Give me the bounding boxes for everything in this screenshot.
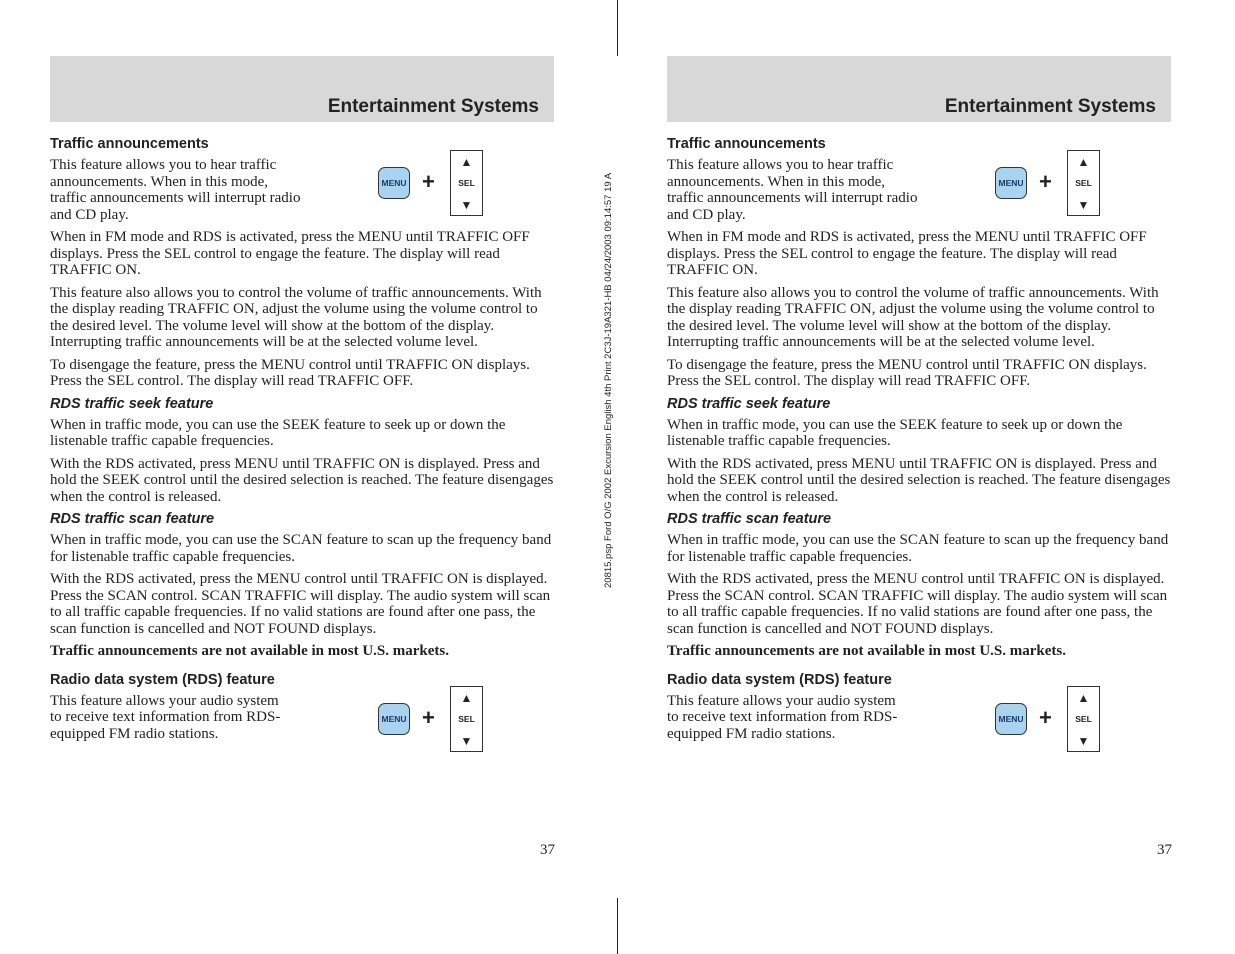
rds-seek-heading: RDS traffic seek feature <box>667 395 831 412</box>
up-arrow-icon: ▲ <box>1077 690 1090 705</box>
rds-feature-heading: Radio data system (RDS) feature <box>50 671 275 688</box>
crop-mark-top <box>617 0 618 56</box>
traffic-intro-text: This feature allows you to hear traffic announcements. When in this mode, traffic announcements will interrupt radio and CD play. <box>667 157 918 223</box>
scan-paragraph-1: When in traffic mode, you can use the SCAN feature to scan up the frequency band for listenable traffic capable frequencies. <box>50 532 552 565</box>
plus-icon: + <box>422 169 435 194</box>
page-number: 37 <box>540 842 555 858</box>
sel-control-icon <box>1067 150 1100 216</box>
seek-paragraph-1: When in traffic mode, you can use the SEEK feature to seek up or down the listenable traffic capable frequencies. <box>50 416 506 449</box>
traffic-paragraph-1: When in FM mode and RDS is activated, press the MENU until TRAFFIC OFF displays. Press the SEL control to engage the feature. The display will read TRAFFIC ON. <box>667 229 1147 278</box>
traffic-paragraph-3: To disengage the feature, press the MENU control until TRAFFIC ON displays. Press the SEL control. The display will read TRAFFIC OFF. <box>667 356 1147 389</box>
page-content <box>667 136 1172 748</box>
sel-label: SEL <box>458 178 475 188</box>
scan-paragraph-1: When in traffic mode, you can use the SCAN feature to scan up the frequency band for listenable traffic capable frequencies. <box>667 532 1169 565</box>
plus-icon: + <box>1039 704 1052 730</box>
down-arrow-icon: ▼ <box>460 733 473 748</box>
traffic-intro-block <box>50 157 555 223</box>
seek-paragraph-2: With the RDS activated, press MENU until TRAFFIC ON is displayed. Press and hold the SEEK control until the desired selection is reached. The feature disengages when the control is released. <box>50 455 554 505</box>
traffic-paragraph-2: This feature also allows you to control the volume of traffic announcements. With the display reading TRAFFIC ON, adjust the volume using the volume control to the desired level. The volume level will show at the bottom of the display. Interrupting traffic announcements will be at the selected volume level. <box>667 284 1159 350</box>
menu-sel-control-figure <box>378 686 488 752</box>
crop-mark-bottom <box>617 898 618 954</box>
menu-sel-control-figure <box>378 150 488 216</box>
traffic-announcements-heading: Traffic announcements <box>667 136 826 152</box>
up-arrow-icon: ▲ <box>1077 155 1090 169</box>
down-arrow-icon: ▼ <box>1077 198 1090 212</box>
rds-intro-block <box>667 690 1172 748</box>
up-arrow-icon: ▲ <box>460 690 473 705</box>
rds-seek-heading: RDS traffic seek feature <box>50 395 214 412</box>
page-content <box>50 136 555 748</box>
rds-intro-block <box>50 690 555 748</box>
rds-feature-heading: Radio data system (RDS) feature <box>667 671 892 688</box>
availability-notice: Traffic announcements are not available in most U.S. markets. <box>667 643 1067 659</box>
traffic-paragraph-1: When in FM mode and RDS is activated, press the MENU until TRAFFIC OFF displays. Press the SEL control to engage the feature. The display will read TRAFFIC ON. <box>50 229 530 278</box>
sel-control-icon <box>450 686 483 752</box>
traffic-paragraph-3: To disengage the feature, press the MENU control until TRAFFIC ON displays. Press the SEL control. The display will read TRAFFIC OFF. <box>50 356 530 389</box>
availability-notice: Traffic announcements are not available in most U.S. markets. <box>50 643 450 659</box>
scan-paragraph-2: With the RDS activated, press the MENU control until TRAFFIC ON is displayed. Press the SCAN control. SCAN TRAFFIC will display. The audio system will scan to all traffic capable frequencies. If no valid stations are found after one pass, the scan function is cancelled and NOT FOUND displays. <box>667 571 1168 637</box>
plus-icon: + <box>422 704 435 730</box>
rds-intro-text: This feature allows your audio system to receive text information from RDS-equipped FM radio stations. <box>667 692 898 742</box>
page-left <box>50 0 555 954</box>
down-arrow-icon: ▼ <box>1077 733 1090 748</box>
seek-paragraph-2: With the RDS activated, press MENU until TRAFFIC ON is displayed. Press and hold the SEEK control until the desired selection is reached. The feature disengages when the control is released. <box>667 455 1171 505</box>
plus-icon: + <box>1039 169 1052 194</box>
menu-button-icon: MENU <box>995 167 1027 199</box>
menu-sel-control-figure <box>995 686 1105 752</box>
sel-label: SEL <box>1075 178 1092 188</box>
traffic-intro-text: This feature allows you to hear traffic announcements. When in this mode, traffic announcements will interrupt radio and CD play. <box>50 157 301 223</box>
sel-label: SEL <box>1075 713 1092 724</box>
menu-button-icon: MENU <box>378 167 410 199</box>
sel-control-icon <box>450 150 483 216</box>
rds-scan-heading: RDS traffic scan feature <box>667 511 832 527</box>
sel-label: SEL <box>458 713 475 724</box>
scan-paragraph-2: With the RDS activated, press the MENU control until TRAFFIC ON is displayed. Press the SCAN control. SCAN TRAFFIC will display. The audio system will scan to all traffic capable frequencies. If no valid stations are found after one pass, the scan function is cancelled and NOT FOUND displays. <box>50 571 551 637</box>
traffic-announcements-heading: Traffic announcements <box>50 136 209 152</box>
menu-sel-control-figure <box>995 150 1105 216</box>
section-header-band <box>50 56 554 122</box>
rds-scan-heading: RDS traffic scan feature <box>50 511 215 527</box>
traffic-intro-block <box>667 157 1172 223</box>
section-header-title: Entertainment Systems <box>944 96 1156 117</box>
section-header-band <box>667 56 1171 122</box>
section-header-title: Entertainment Systems <box>327 96 539 117</box>
menu-button-icon: MENU <box>995 703 1027 735</box>
menu-button-icon: MENU <box>378 703 410 735</box>
traffic-paragraph-2: This feature also allows you to control the volume of traffic announcements. With the display reading TRAFFIC ON, adjust the volume using the volume control to the desired level. The volume level will show at the bottom of the display. Interrupting traffic announcements will be at the selected volume level. <box>50 284 542 350</box>
down-arrow-icon: ▼ <box>460 198 473 212</box>
page-right <box>667 0 1172 954</box>
sel-control-icon <box>1067 686 1100 752</box>
up-arrow-icon: ▲ <box>460 155 473 169</box>
print-slug: 20815.psp Ford O/G 2002 Excursion English 4th Print 2C3J-19A321-HB 04/24/2003 09:14:57 19 A <box>603 172 614 588</box>
page-number: 37 <box>1157 842 1172 858</box>
seek-paragraph-1: When in traffic mode, you can use the SEEK feature to seek up or down the listenable traffic capable frequencies. <box>667 416 1123 449</box>
rds-intro-text: This feature allows your audio system to receive text information from RDS-equipped FM radio stations. <box>50 692 281 742</box>
